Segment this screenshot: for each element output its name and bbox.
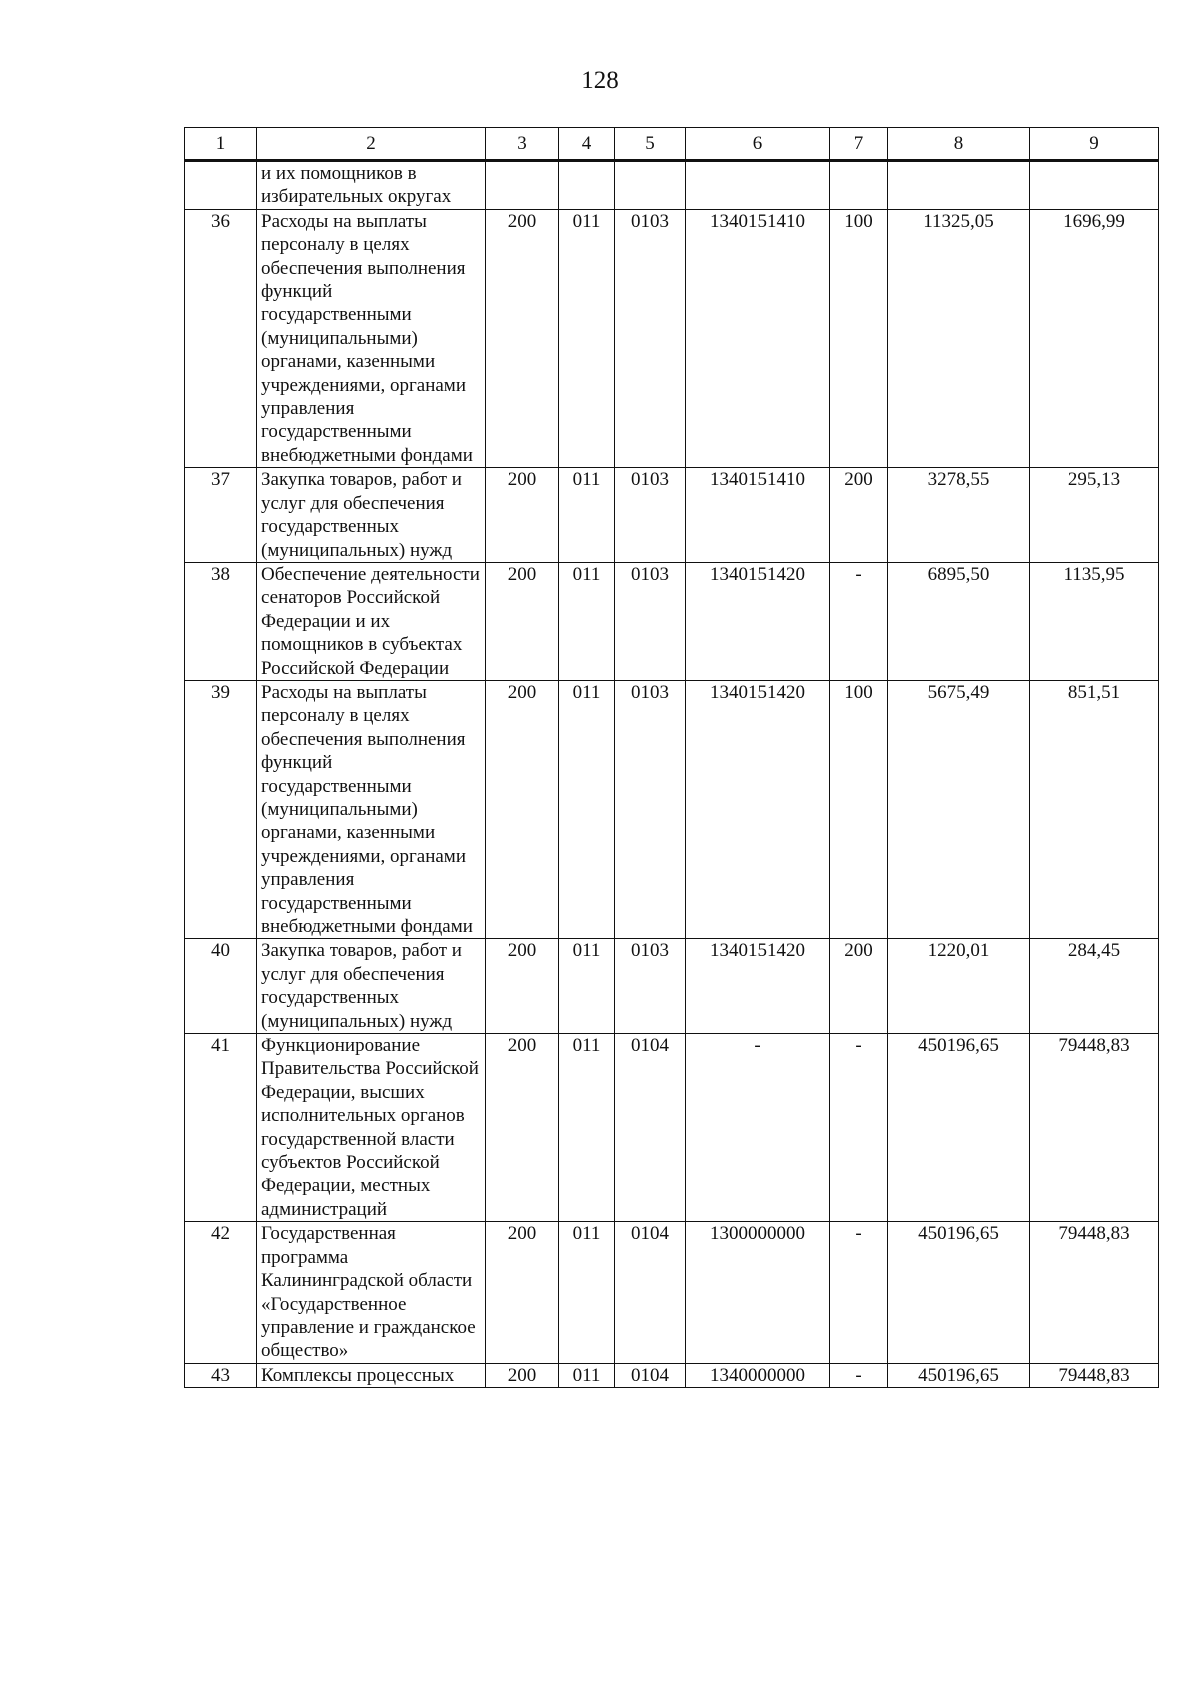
code-cell: 200 <box>486 468 559 563</box>
table-row <box>185 680 1159 938</box>
expense-type-cell: - <box>830 1363 888 1387</box>
expense-name-cell: Государственная программа Калининградской области «Государственное управление и гражданское общество» <box>257 1222 486 1363</box>
row-number-cell: 39 <box>185 680 257 938</box>
table-row <box>185 161 1159 210</box>
expense-name-cell: Закупка товаров, работ и услуг для обеспечения государственных (муниципальных) нужд <box>257 468 486 563</box>
section-code-cell: 0104 <box>615 1222 686 1363</box>
column-header: 2 <box>257 128 486 161</box>
code-cell: 011 <box>559 562 615 680</box>
amount-cell: 295,13 <box>1030 468 1159 563</box>
section-code-cell <box>615 161 686 210</box>
amount-cell: 1135,95 <box>1030 562 1159 680</box>
amount-cell: 284,45 <box>1030 939 1159 1034</box>
expense-type-cell: 100 <box>830 680 888 938</box>
amount-cell: 450196,65 <box>888 1222 1030 1363</box>
column-header: 7 <box>830 128 888 161</box>
amount-cell: 5675,49 <box>888 680 1030 938</box>
code-cell: 200 <box>486 562 559 680</box>
row-number-cell: 38 <box>185 562 257 680</box>
expense-type-cell: - <box>830 562 888 680</box>
expense-type-cell: 200 <box>830 468 888 563</box>
target-article-cell: 1340151410 <box>686 468 830 563</box>
expense-type-cell: - <box>830 1034 888 1222</box>
section-code-cell: 0103 <box>615 468 686 563</box>
amount-cell: 11325,05 <box>888 209 1030 467</box>
amount-cell <box>888 161 1030 210</box>
amount-cell: 1696,99 <box>1030 209 1159 467</box>
table-row <box>185 562 1159 680</box>
expense-name-cell: Закупка товаров, работ и услуг для обеспечения государственных (муниципальных) нужд <box>257 939 486 1034</box>
code-cell: 200 <box>486 939 559 1034</box>
expense-name-cell: и их помощников в избирательных округах <box>257 161 486 210</box>
code-cell: 011 <box>559 1222 615 1363</box>
amount-cell: 1220,01 <box>888 939 1030 1034</box>
table-row <box>185 1034 1159 1222</box>
target-article-cell: 1340151410 <box>686 209 830 467</box>
code-cell: 200 <box>486 1034 559 1222</box>
amount-cell: 79448,83 <box>1030 1363 1159 1387</box>
code-cell: 011 <box>559 1363 615 1387</box>
budget-table <box>184 127 1159 1388</box>
table-row <box>185 468 1159 563</box>
code-cell: 011 <box>559 680 615 938</box>
table-row <box>185 1363 1159 1387</box>
expense-type-cell <box>830 161 888 210</box>
amount-cell: 79448,83 <box>1030 1222 1159 1363</box>
column-header: 3 <box>486 128 559 161</box>
target-article-cell: 1300000000 <box>686 1222 830 1363</box>
column-header: 5 <box>615 128 686 161</box>
column-header: 6 <box>686 128 830 161</box>
code-cell: 200 <box>486 1363 559 1387</box>
expense-name-cell: Расходы на выплаты персоналу в целях обеспечения выполнения функций государственными (муниципальными) органами, казенными учреждениями, органами управления государственными внебюджетными фондами <box>257 680 486 938</box>
row-number-cell: 43 <box>185 1363 257 1387</box>
expense-name-cell: Функционирование Правительства Российской Федерации, высших исполнительных органов государственной власти субъектов Российской Федерации, местных администраций <box>257 1034 486 1222</box>
row-number-cell: 40 <box>185 939 257 1034</box>
target-article-cell: 1340151420 <box>686 680 830 938</box>
expense-name-cell: Расходы на выплаты персоналу в целях обеспечения выполнения функций государственными (муниципальными) органами, казенными учреждениями, органами управления государственными внебюджетными фондами <box>257 209 486 467</box>
amount-cell: 6895,50 <box>888 562 1030 680</box>
target-article-cell: 1340151420 <box>686 562 830 680</box>
amount-cell: 851,51 <box>1030 680 1159 938</box>
code-cell: 200 <box>486 680 559 938</box>
expense-type-cell: 200 <box>830 939 888 1034</box>
amount-cell: 450196,65 <box>888 1363 1030 1387</box>
section-code-cell: 0104 <box>615 1363 686 1387</box>
page-number: 128 <box>581 67 619 94</box>
expense-type-cell: - <box>830 1222 888 1363</box>
code-cell <box>559 161 615 210</box>
table-row <box>185 939 1159 1034</box>
section-code-cell: 0104 <box>615 1034 686 1222</box>
table-row <box>185 1222 1159 1363</box>
expense-name-cell: Комплексы процессных <box>257 1363 486 1387</box>
section-code-cell: 0103 <box>615 209 686 467</box>
amount-cell <box>1030 161 1159 210</box>
column-header: 8 <box>888 128 1030 161</box>
column-header: 9 <box>1030 128 1159 161</box>
target-article-cell: 1340151420 <box>686 939 830 1034</box>
section-code-cell: 0103 <box>615 680 686 938</box>
row-number-cell: 36 <box>185 209 257 467</box>
column-header: 4 <box>559 128 615 161</box>
row-number-cell <box>185 161 257 210</box>
table-row <box>185 209 1159 467</box>
section-code-cell: 0103 <box>615 562 686 680</box>
column-header: 1 <box>185 128 257 161</box>
row-number-cell: 37 <box>185 468 257 563</box>
code-cell: 200 <box>486 209 559 467</box>
amount-cell: 450196,65 <box>888 1034 1030 1222</box>
expense-type-cell: 100 <box>830 209 888 467</box>
code-cell: 011 <box>559 209 615 467</box>
code-cell: 200 <box>486 1222 559 1363</box>
code-cell: 011 <box>559 468 615 563</box>
code-cell: 011 <box>559 1034 615 1222</box>
row-number-cell: 42 <box>185 1222 257 1363</box>
target-article-cell: - <box>686 1034 830 1222</box>
row-number-cell: 41 <box>185 1034 257 1222</box>
table-header-row <box>185 128 1159 161</box>
section-code-cell: 0103 <box>615 939 686 1034</box>
code-cell <box>486 161 559 210</box>
target-article-cell: 1340000000 <box>686 1363 830 1387</box>
expense-name-cell: Обеспечение деятельности сенаторов Российской Федерации и их помощников в субъектах Российской Федерации <box>257 562 486 680</box>
amount-cell: 79448,83 <box>1030 1034 1159 1222</box>
target-article-cell <box>686 161 830 210</box>
code-cell: 011 <box>559 939 615 1034</box>
amount-cell: 3278,55 <box>888 468 1030 563</box>
